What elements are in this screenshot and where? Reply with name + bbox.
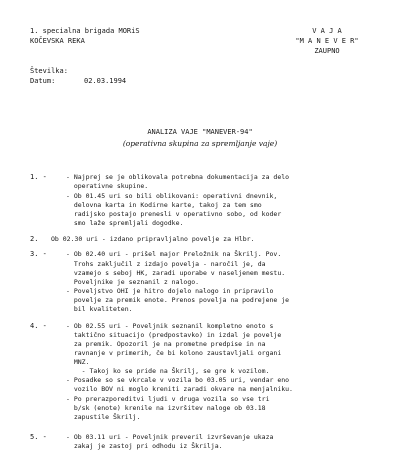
date-value: 02.03.1994 (84, 77, 127, 85)
section-line: - Najprej se je oblikovala potrebna dokumentacija za delo (66, 173, 290, 181)
section-line: - Ob 01.45 uri so bili oblikovani: operativni dnevnik, (66, 192, 278, 200)
exercise-label: V A J A (312, 27, 342, 35)
section-number: 3. - (30, 250, 47, 258)
section-line: - Posadke so se vkrcale v vozila bo 03.05 uri, vendar eno (66, 376, 290, 384)
classification: ZAUPNO (314, 47, 340, 55)
section-line: - Poveljstvo OHI je hitro dojelo nalogo in pripravilo (66, 287, 274, 295)
document-subtitle: (operativna skupina za spremljanje vaje) (122, 139, 278, 148)
section-line: vzamejo s seboj HK, zaradi uporabe v naseljenem mestu. (66, 269, 286, 277)
section-line: povelje za premik enote. Prenos povelja na podrejene je (66, 296, 290, 304)
section-line: - Ob 02.40 uri - prišel major Preložnik na Škrilj. Pov. (66, 250, 282, 258)
section-number: 4. - (30, 322, 47, 330)
section-line: operativne skupine. (66, 182, 149, 190)
unit-name: 1. specialna brigada MORiS (30, 27, 140, 35)
section-line: - Ob 02.55 uri - Poveljnik seznanil kompletno enoto s (66, 322, 274, 330)
section-number: 2. (30, 235, 39, 243)
section-number: 5. - (30, 433, 47, 441)
document-title: ANALIZA VAJE "MANEVER-94" (147, 128, 253, 136)
section-line: Poveljnike je seznanil z nalogo. (66, 278, 200, 286)
section-line: smo laže spremljali dogodke. (66, 219, 184, 227)
section-line: delovna karta in Kodirne karte, takoj za tem smo (66, 201, 262, 209)
section-line: za premik. Opozoril je na prometne predpise in na (66, 340, 266, 348)
number-label: Številka: (30, 67, 68, 75)
section-line: ravnanje v primerih, če bi kolono zaustavljali organi (66, 349, 282, 357)
section-line: b/sk (enote) krenile na izvršitev naloge ob 03.18 (66, 404, 266, 412)
section-line: bil kvaliteten. (66, 305, 133, 313)
section-line: Trohs zaključil z izdajo povelja - naročil je, da (66, 260, 266, 268)
section-line: MNZ. (66, 358, 90, 366)
section-line: zakaj je zastoj pri odhodu iz Škrilja. (66, 442, 223, 450)
exercise-name: "M A N E V E R" (295, 37, 359, 45)
section-number: 1. - (30, 173, 47, 181)
date-label: Datum: (30, 77, 56, 85)
section-line: vozilo BOV ni moglo kreniti zaradi okvare na menjalniku. (66, 385, 293, 393)
unit-location: KOČEVSKA REKA (30, 37, 85, 45)
section-line: - Ob 03.11 uri - Poveljnik preveril izvrševanje ukaza (66, 433, 274, 441)
section-line: - Po prerazporeditvi ljudi v druga vozila so vse tri (66, 395, 270, 403)
section-line: zapustile Škrilj. (66, 413, 141, 421)
section-line: - Takoj ko se pride na Škrilj, se gre k vozilom. (66, 367, 270, 375)
section-line: Ob 02.30 uri - izdano pripravljalno povelje za Hlbr. (51, 235, 255, 243)
section-line: radijsko postajo prenesli v operativno sobo, od koder (66, 210, 282, 218)
section-line: taktično situacijo (predpostavko) in izdal je povelje (66, 331, 282, 339)
